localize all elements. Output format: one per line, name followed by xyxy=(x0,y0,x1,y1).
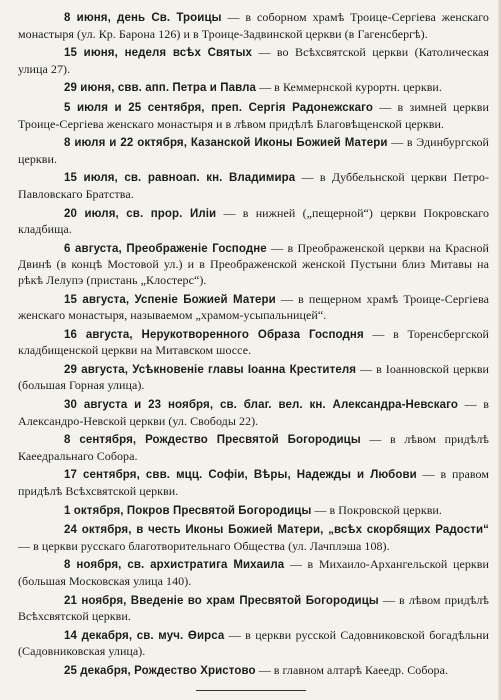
feast-heading: 15 августа, Успеніе Божией Матери xyxy=(64,293,276,306)
feast-entry xyxy=(18,10,489,42)
feast-location: — в Покровской церкви. xyxy=(311,502,442,517)
feast-entry xyxy=(18,467,489,499)
feast-entry xyxy=(18,292,489,324)
feast-location: — в Кеммернской курортн. церкви. xyxy=(256,80,442,95)
feast-entry xyxy=(18,557,489,589)
feast-heading: 8 июля и 22 октября, Казанской Иконы Божией Матери xyxy=(64,137,388,150)
feast-heading: 16 августа, Нерукотворенного Образа Господня xyxy=(64,328,364,341)
feast-location: — в церкви русской Садовниковской богадѣльни (Садовниковская улица). xyxy=(18,627,489,659)
feast-location: — в Михаило-Архангельской церкви (большая Московская улица 140). xyxy=(18,557,489,588)
feast-entry xyxy=(18,135,489,167)
feast-entry xyxy=(18,362,489,394)
feast-entry xyxy=(18,100,489,132)
feast-location: — в соборном храмѣ Троице-Сергіева женскаго монастыря (ул. Кр. Барона 126) и в Троице-Задвинской церкви (в Гагенсбергѣ). xyxy=(18,10,489,41)
section-divider xyxy=(196,690,306,691)
feast-entry xyxy=(18,522,489,554)
feast-location: — в правом придѣлѣ Всѣхсвятской церкви. xyxy=(18,467,489,499)
feast-location: — в Торенсбергской кладбищенской церкви на Митавском шоссе. xyxy=(18,326,489,358)
feast-location: — в лѣвом придѣлѣ Всѣхсвятской церкви. xyxy=(18,592,489,624)
feast-heading: 15 июня, неделя всѣх Святых xyxy=(64,47,253,60)
feast-location: — в церкви русскаго благотворительнаго Общества (ул. Лачплэша 108). xyxy=(18,538,390,553)
feast-entry xyxy=(18,80,489,97)
feast-heading: 6 августа, Преображеніе Господне xyxy=(64,242,267,255)
feast-heading: 17 сентября, свв. мцц. Софіи, Вѣры, Надежды и Любови xyxy=(64,469,417,482)
feast-entry xyxy=(18,45,489,77)
feast-entry xyxy=(18,397,489,429)
feast-entry xyxy=(18,327,489,359)
feast-heading: 29 июня, свв. апп. Петра и Павла xyxy=(64,82,257,95)
feast-entry xyxy=(18,241,489,289)
feast-entry xyxy=(18,503,489,520)
feast-entry xyxy=(18,628,489,660)
feast-heading: 14 декабря, св. муч. Өирса xyxy=(64,629,225,642)
feast-location: — в лѣвом придѣлѣ Каеедральнаго Собора. xyxy=(18,432,489,463)
feast-heading: 5 июля и 25 сентября, преп. Сергія Радонежскаго xyxy=(64,101,373,114)
feast-location: — в нижней („пещерной“) церкви Покровскаго кладбища. xyxy=(18,205,489,237)
feast-heading: 15 июля, св. равноап. кн. Владимира xyxy=(64,172,296,185)
feast-day-list xyxy=(18,10,489,680)
feast-location: — в пещерном храмѣ Троице-Сергіева женскаго монастыря, называемом „храмом-усыпальницей“. xyxy=(18,291,489,323)
feast-heading: 29 августа, Усѣкновеніе главы Іоанна Крестителя xyxy=(64,363,357,376)
feast-entry xyxy=(18,170,489,202)
feast-heading: 8 ноября, св. архистратига Михаила xyxy=(64,559,285,572)
feast-location: — в главном алтарѣ Каеедр. Собора. xyxy=(255,662,448,677)
feast-entry xyxy=(18,663,489,680)
feast-location: — в зимней церкви Троице-Сергіева женскаго монастыря и в лѣвом придѣлѣ Благовѣщенской церкви. xyxy=(18,99,489,131)
page-edge-shadow xyxy=(497,0,501,700)
feast-heading: 30 августа и 23 ноября, св. благ. вел. кн. Александра-Невскаго xyxy=(64,399,459,412)
feast-heading: 8 сентября, Рождество Пресвятой Богородицы xyxy=(64,434,361,447)
feast-heading: 24 октября, в честь Иконы Божией Матери, „всѣх скорбящих Радости“ xyxy=(64,524,489,537)
feast-heading: 25 декабря, Рождество Христово xyxy=(64,664,256,677)
feast-heading: 1 октября, Покров Пресвятой Богородицы xyxy=(64,504,312,517)
feast-location: — в Преображенской церкви на Красной Двинѣ (в концѣ Мостовой ул.) и в Преображенской женской Пустыни близ Митавы на рѣкѣ Лелупэ (пристань „Клостерс“). xyxy=(18,240,490,287)
feast-location: — во Всѣхсвятской церкви (Католическая улица 27). xyxy=(18,45,489,76)
feast-heading: 20 июля, св. прор. Иліи xyxy=(64,207,217,220)
feast-entry xyxy=(18,206,489,238)
feast-entry xyxy=(18,593,489,625)
feast-location: — в Эдинбургской церкви. xyxy=(18,135,489,166)
feast-heading: 21 ноября, Введеніе во храм Пресвятой Богородицы xyxy=(64,594,379,607)
feast-location: — в Іоанновской церкви (большая Горная улица). xyxy=(18,361,490,393)
feast-entry xyxy=(18,432,489,464)
feast-location: — в Дуббельнской церкви Петро-Павловскаго Братства. xyxy=(18,170,489,201)
feast-heading: 8 июня, день Св. Троицы xyxy=(64,12,222,24)
feast-location: — в Александро-Невской церкви (ул. Свободы 22). xyxy=(18,397,489,428)
